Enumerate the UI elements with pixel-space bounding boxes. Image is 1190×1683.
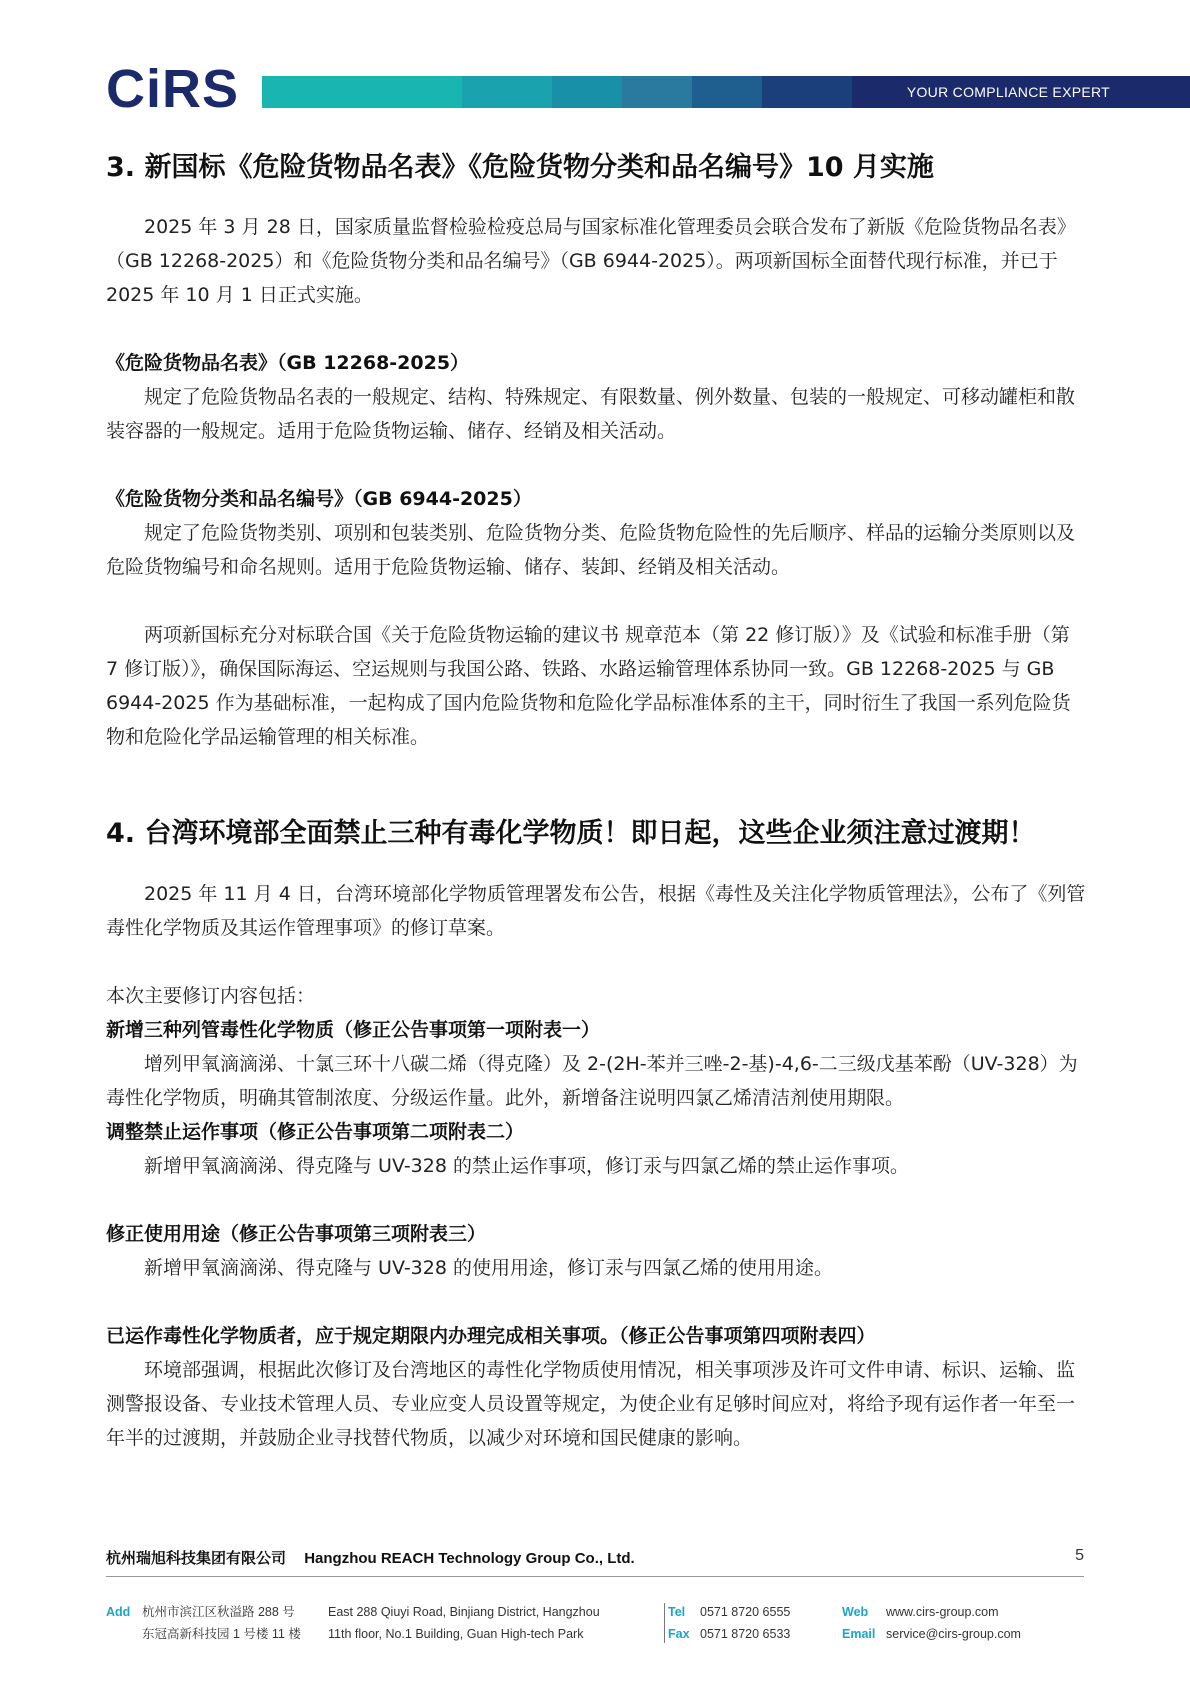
std2-text: 规定了危险货物类别、项别和包装类别、危险货物分类、危险货物危险性的先后顺序、样品的运输分类原则以及危险货物编号和命名规则。适用于危险货物运输、储存、装卸、经销及相关活动。 — [106, 522, 1076, 579]
band-segment — [552, 76, 622, 108]
address-cn-line2: 东冠高新科技园 1 号楼 11 楼 — [142, 1627, 301, 1641]
address-cn-line1: 杭州市滨江区秋溢路 288 号 — [142, 1605, 295, 1619]
address-cn-block — [142, 1601, 301, 1645]
add-label: Add — [106, 1605, 131, 1619]
section3-summary: 两项新国标充分对标联合国《关于危险货物运输的建议书 规章范本（第 22 修订版）》及《试验和标准手册（第 7 修订版）》，确保国际海运、空运规则与我国公路、铁路、水路运输管理体系协同一致。GB 12268-2025 与 GB 6944-2025 作为基础标准，一起构成了国内危险货物和危险化学品标准体系的主干，同时衍生了我国一系列危险货物和危险化学品运输管理的相关标准。 — [106, 624, 1071, 749]
page-header — [0, 0, 1190, 130]
address-en-line1: East 288 Qiuyi Road, Binjiang District, Hangzhou — [328, 1605, 600, 1619]
section4-intro: 2025 年 11 月 4 日，台湾环境部化学物质管理署发布公告，根据《毒性及关注化学物质管理法》，公布了《列管毒性化学物质及其运作管理事项》的修订草案。 — [106, 882, 1086, 939]
company-name-cn: 杭州瑞旭科技集团有限公司 — [106, 1550, 287, 1567]
tel-number: 0571 8720 6555 — [700, 1605, 791, 1619]
band-segment — [622, 76, 692, 108]
item2-title: 调整禁止运作事项（修正公告事项第二项附表二） — [106, 1120, 525, 1143]
cirs-logo — [106, 59, 240, 119]
std1-title: 《危险货物品名表》（GB 12268-2025） — [106, 352, 470, 375]
web-labels — [842, 1601, 875, 1645]
web-label: Web — [842, 1605, 869, 1619]
section4-lead: 本次主要修订内容包括： — [106, 984, 316, 1007]
tagline: YOUR COMPLIANCE EXPERT — [906, 84, 1110, 100]
band-segment — [462, 76, 552, 108]
contact-divider — [664, 1603, 665, 1643]
fax-number: 0571 8720 6533 — [700, 1627, 791, 1641]
tel-label: Tel — [668, 1605, 686, 1619]
section3-title: 3. 新国标《危险货物品名表》《危险货物分类和品名编号》10 月实施 — [106, 152, 934, 183]
band-segment — [692, 76, 762, 108]
item3-title: 修正使用用途（修正公告事项第三项附表三） — [106, 1222, 487, 1245]
email-link[interactable]: service@cirs-group.com — [886, 1627, 1021, 1641]
address-label-block — [106, 1601, 130, 1623]
item2-text: 新增甲氧滴滴涕、得克隆与 UV-328 的禁止运作事项，修订汞与四氯乙烯的禁止运作事项。 — [144, 1154, 909, 1177]
section3-intro: 2025 年 3 月 28 日，国家质量监督检验检疫总局与国家标准化管理委员会联合发布了新版《危险货物品名表》 （GB 12268-2025）和《危险货物分类和品名编号》（GB 6944-2025）。两项新国标全面替代现行标准，并已于 2025 年 10 月 1 日正式实施。 — [106, 216, 1076, 307]
page-number: 5 — [1075, 1547, 1084, 1564]
address-en-line2: 11th floor, No.1 Building, Guan High-tech Park — [328, 1627, 584, 1641]
fax-label: Fax — [668, 1627, 690, 1641]
website-link[interactable]: www.cirs-group.com — [886, 1605, 999, 1619]
article-content — [106, 150, 1086, 1455]
section4-title: 4. 台湾环境部全面禁止三种有毒化学物质！即日起，这些企业须注意过渡期！ — [106, 818, 1036, 850]
item4-title: 已运作毒性化学物质者，应于规定期限内办理完成相关事项。（修正公告事项第四项附表四） — [106, 1324, 876, 1347]
logo-text: CiRS — [106, 59, 240, 119]
item1-title: 新增三种列管毒性化学物质（修正公告事项第一项附表一） — [106, 1018, 601, 1041]
web-values — [886, 1601, 1021, 1645]
item3-text: 新增甲氧滴滴涕、得克隆与 UV-328 的使用用途，修订汞与四氯乙烯的使用用途。 — [144, 1256, 833, 1279]
item1-text: 增列甲氧滴滴涕、十氯三环十八碳二烯（得克隆）及 2-(2H-苯并三唑-2-基)-4,6-二三级戊基苯酚（UV-328）为毒性化学物质，明确其管制浓度、分级运作量。此外，新增备注说明四氯乙烯清洁剂使用期限。 — [106, 1052, 1078, 1109]
band-segment — [262, 76, 462, 108]
std1-text: 规定了危险货物品名表的一般规定、结构、特殊规定、有限数量、例外数量、包装的一般规定、可移动罐柜和散装容器的一般规定。适用于危险货物运输、储存、经销及相关活动。 — [106, 386, 1076, 443]
company-name-en: Hangzhou REACH Technology Group Co., Ltd. — [304, 1550, 635, 1567]
phone-values — [700, 1601, 790, 1645]
footer-divider — [106, 1576, 1084, 1577]
std2-title: 《危险货物分类和品名编号》（GB 6944-2025） — [106, 488, 532, 511]
footer-company — [106, 1547, 1086, 1568]
phone-labels — [668, 1601, 690, 1645]
address-en-block — [328, 1601, 600, 1645]
email-label: Email — [842, 1627, 876, 1641]
band-segment — [762, 76, 852, 108]
item4-text: 环境部强调，根据此次修订及台湾地区的毒性化学物质使用情况，相关事项涉及许可文件申请、标识、运输、监测警报设备、专业技术管理人员、专业应变人员设置等规定，为使企业有足够时间应对，将给予现有运作者一年至一年半的过渡期，并鼓励企业寻找替代物质，以减少对环境和国民健康的影响。 — [106, 1358, 1076, 1449]
